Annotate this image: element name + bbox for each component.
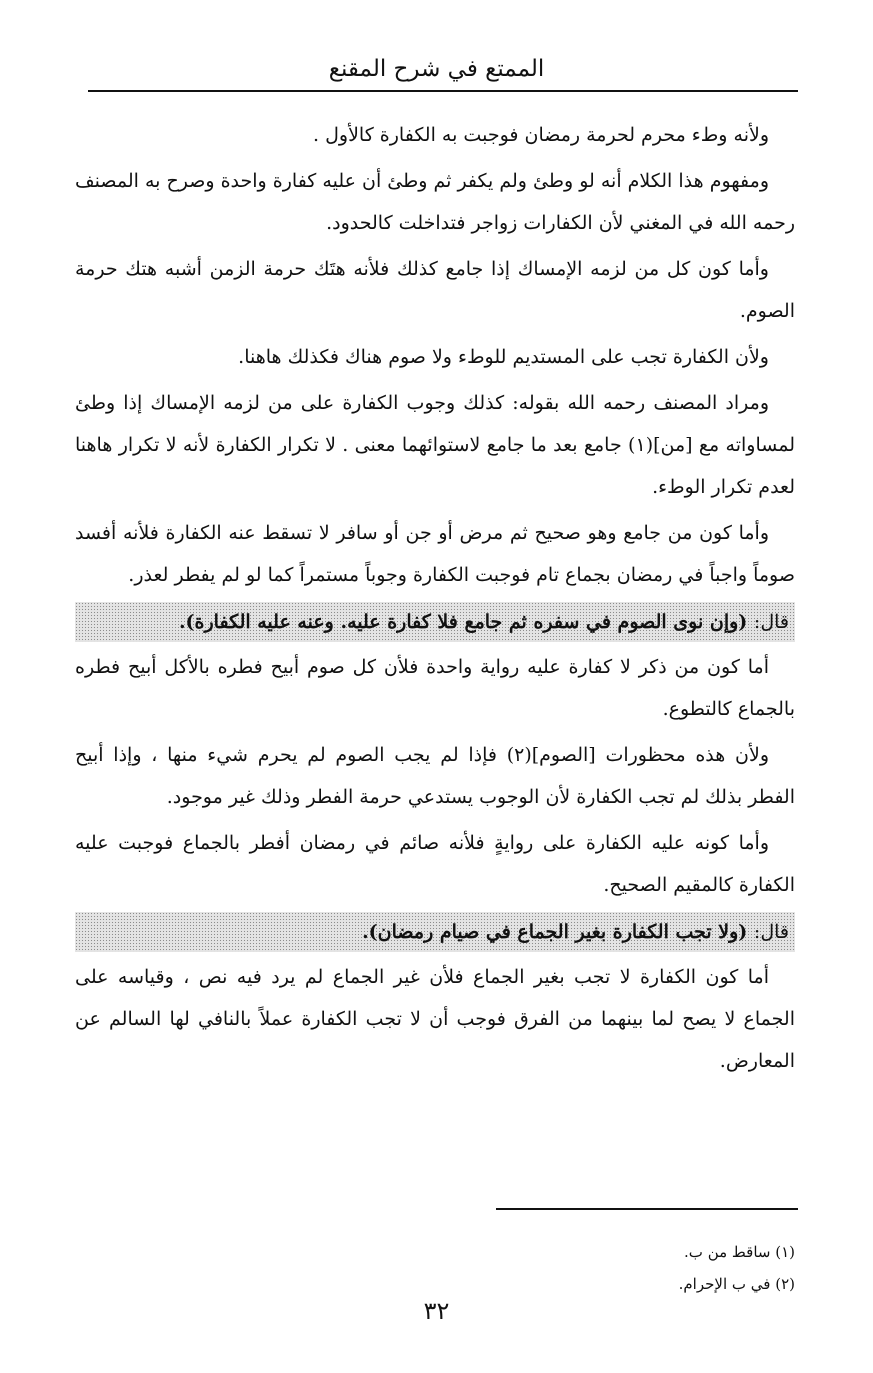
- paragraph: ولأنه وطء محرم لحرمة رمضان فوجبت به الكفارة كالأول .: [313, 124, 769, 146]
- paragraph: وأما كون كل من لزمه الإمساك إذا جامع كذلك فلأنه هتَك حرمة الزمن أشبه هتك حرمة الصوم.: [75, 258, 795, 322]
- paragraph: أما كون الكفارة لا تجب بغير الجماع فلأن غير الجماع لم يرد فيه نص ، وقياسه على الجماع لا يصح لما بينهما من الفرق فوجب أن لا تجب الكفارة عملاً بالنافي لها السالم عن المعارض.: [75, 966, 795, 1072]
- page-number: ٣٢: [423, 1297, 450, 1325]
- section-heading: [75, 912, 795, 952]
- heading-prefix: قال:: [753, 611, 789, 633]
- heading-quote: (وإن نوى الصوم في سفره ثم جامع فلا كفارة عليه. وعنه عليه الكفارة).: [178, 611, 748, 633]
- footnote-divider: [496, 1208, 798, 1210]
- paragraph: ولأن هذه محظورات [الصوم](٢) فإذا لم يجب الصوم لم يحرم شيء منها ، وإذا أبيح الفطر بذلك لم تجب الكفارة لأن الوجوب يستدعي حرمة الفطر وذلك غير موجود.: [75, 744, 795, 808]
- running-header: الممتع في شرح المقنع: [328, 56, 545, 82]
- footnotes: [295, 1236, 795, 1300]
- main-text: [75, 114, 795, 1086]
- paragraph: ومراد المصنف رحمه الله بقوله: كذلك وجوب الكفارة على من لزمه الإمساك إذا وطئ لمساواته مع [من](١) جامع بعد ما جامع لاستوائهما معنى . لا تكرار الكفارة لأنه لا تكرار هاهنا لعدم تكرار الوطء.: [75, 392, 795, 498]
- paragraph: وأما كون من جامع وهو صحيح ثم مرض أو جن أو سافر لا تسقط عنه الكفارة فلأنه أفسد صوماً واجباً في رمضان بجماع تام فوجبت الكفارة وجوباً مستمراً كما لو لم يفطر لعذر.: [75, 522, 795, 586]
- heading-prefix: قال:: [753, 921, 789, 943]
- heading-quote: (ولا تجب الكفارة بغير الجماع في صيام رمضان).: [362, 921, 748, 943]
- section-heading: [75, 602, 795, 642]
- paragraph: أما كون من ذكر لا كفارة عليه رواية واحدة فلأن كل صوم أبيح فطره بالأكل أبيح فطره بالجماع كالتطوع.: [75, 656, 795, 720]
- footnote: (١) ساقط من ب.: [684, 1243, 795, 1261]
- header-divider: [88, 90, 798, 92]
- paragraph: ومفهوم هذا الكلام أنه لو وطئ ولم يكفر ثم وطئ أن عليه كفارة واحدة وصرح به المصنف رحمه الله في المغني لأن الكفارات زواجر فتداخلت كالحدود.: [75, 170, 795, 234]
- paragraph: وأما كونه عليه الكفارة على روايةٍ فلأنه صائم في رمضان أفطر بالجماع فوجبت عليه الكفارة كالمقيم الصحيح.: [75, 832, 795, 896]
- paragraph: ولأن الكفارة تجب على المستديم للوطء ولا صوم هناك فكذلك هاهنا.: [238, 346, 769, 368]
- footnote: (٢) في ب الإحرام.: [678, 1275, 795, 1293]
